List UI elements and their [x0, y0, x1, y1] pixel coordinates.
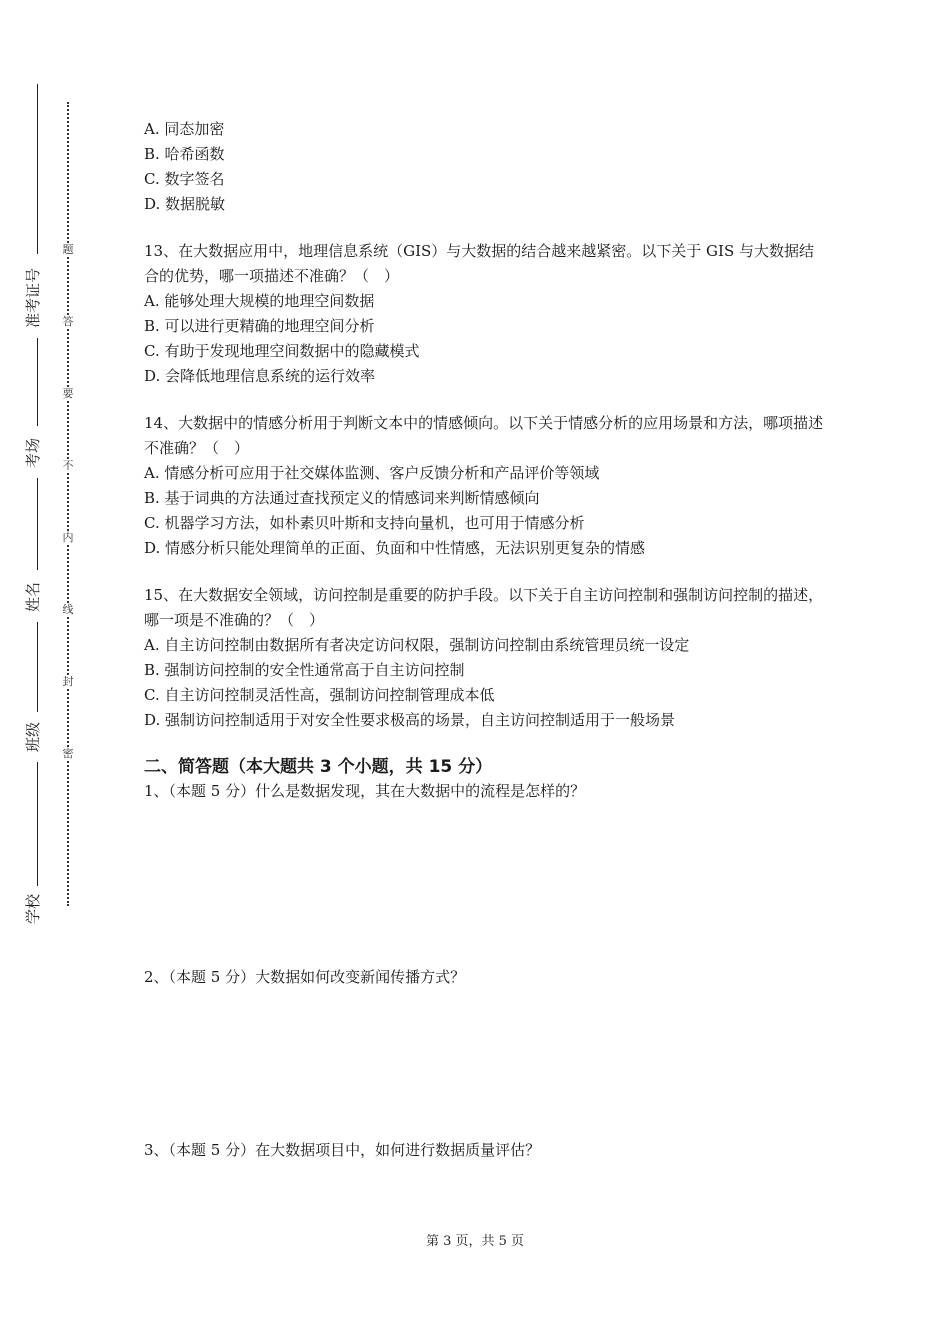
option-text: A. 情感分析可应用于社交媒体监测、客户反馈分析和产品评价等领域 — [144, 464, 600, 482]
exam-content — [144, 117, 824, 804]
label-exam-number: 准考证号 — [24, 267, 42, 328]
binding-line — [37, 762, 38, 886]
option-text: D. 数据脱敏 — [144, 195, 226, 213]
short-answer-question: 3、（本题 5 分）在大数据项目中，如何进行数据质量评估？ — [144, 1141, 541, 1159]
label-exam-room: 考场 — [24, 437, 42, 468]
option-text: B. 可以进行更精确的地理空间分析 — [144, 317, 375, 335]
option-text: C. 数字签名 — [144, 170, 225, 188]
option-text: D. 强制访问控制适用于对安全性要求极高的场景，自主访问控制适用于一般场景 — [144, 711, 676, 729]
seal-char: 题 — [60, 244, 76, 256]
binding-line — [37, 84, 38, 254]
label-name: 姓名 — [24, 581, 42, 612]
seal-char: 线 — [60, 604, 76, 616]
option-text: C. 有助于发现地理空间数据中的隐藏模式 — [144, 342, 420, 360]
question-13 — [144, 239, 824, 389]
seal-char: 封 — [60, 676, 76, 688]
seal-dotted-line — [67, 102, 69, 906]
question-stem: 13、在大数据应用中，地理信息系统（GIS）与大数据的结合越来越紧密。以下关于 GIS 与大数据结合的优势，哪一项描述不准确？（ ） — [144, 242, 814, 285]
short-answer-question: 1、（本题 5 分）什么是数据发现，其在大数据中的流程是怎样的？ — [144, 782, 586, 800]
binding-line — [37, 478, 38, 570]
label-class: 班级 — [24, 721, 42, 752]
question-stem: 15、在大数据安全领域，访问控制是重要的防护手段。以下关于自主访问控制和强制访问控制的描述，哪一项是不准确的？（ ） — [144, 586, 824, 629]
short-answer-question: 2、（本题 5 分）大数据如何改变新闻传播方式？ — [144, 968, 466, 986]
question-stem: 14、大数据中的情感分析用于判断文本中的情感倾向。以下关于情感分析的应用场景和方法，哪项描述不准确？（ ） — [144, 414, 824, 457]
option-text: D. 会降低地理信息系统的运行效率 — [144, 367, 376, 385]
seal-char: 内 — [60, 532, 76, 544]
label-school: 学校 — [24, 893, 42, 924]
question-15 — [144, 583, 824, 733]
binding-line — [37, 338, 38, 426]
option-text: A. 能够处理大规模的地理空间数据 — [144, 292, 375, 310]
option-text: B. 基于词典的方法通过查找预定义的情感词来判断情感倾向 — [144, 489, 540, 507]
seal-char: 不 — [60, 460, 76, 472]
binding-line — [37, 622, 38, 712]
seal-char: 要 — [60, 388, 76, 400]
option-text: C. 机器学习方法，如朴素贝叶斯和支持向量机，也可用于情感分析 — [144, 514, 585, 532]
option-text: B. 哈希函数 — [144, 145, 225, 163]
option-text: D. 情感分析只能处理简单的正面、负面和中性情感，无法识别更复杂的情感 — [144, 539, 646, 557]
seal-char: 密 — [60, 748, 76, 760]
option-text: A. 自主访问控制由数据所有者决定访问权限，强制访问控制由系统管理员统一设定 — [144, 636, 690, 654]
section-title: 二、简答题（本大题共 3 个小题，共 15 分） — [144, 757, 493, 777]
page-footer: 第 3 页，共 5 页 — [425, 1234, 525, 1249]
question-14 — [144, 411, 824, 561]
question-12-options — [144, 117, 824, 217]
option-text: A. 同态加密 — [144, 120, 225, 138]
option-text: C. 自主访问控制灵活性高，强制访问控制管理成本低 — [144, 686, 495, 704]
option-text: B. 强制访问控制的安全性通常高于自主访问控制 — [144, 661, 465, 679]
seal-char: 答 — [60, 316, 76, 328]
